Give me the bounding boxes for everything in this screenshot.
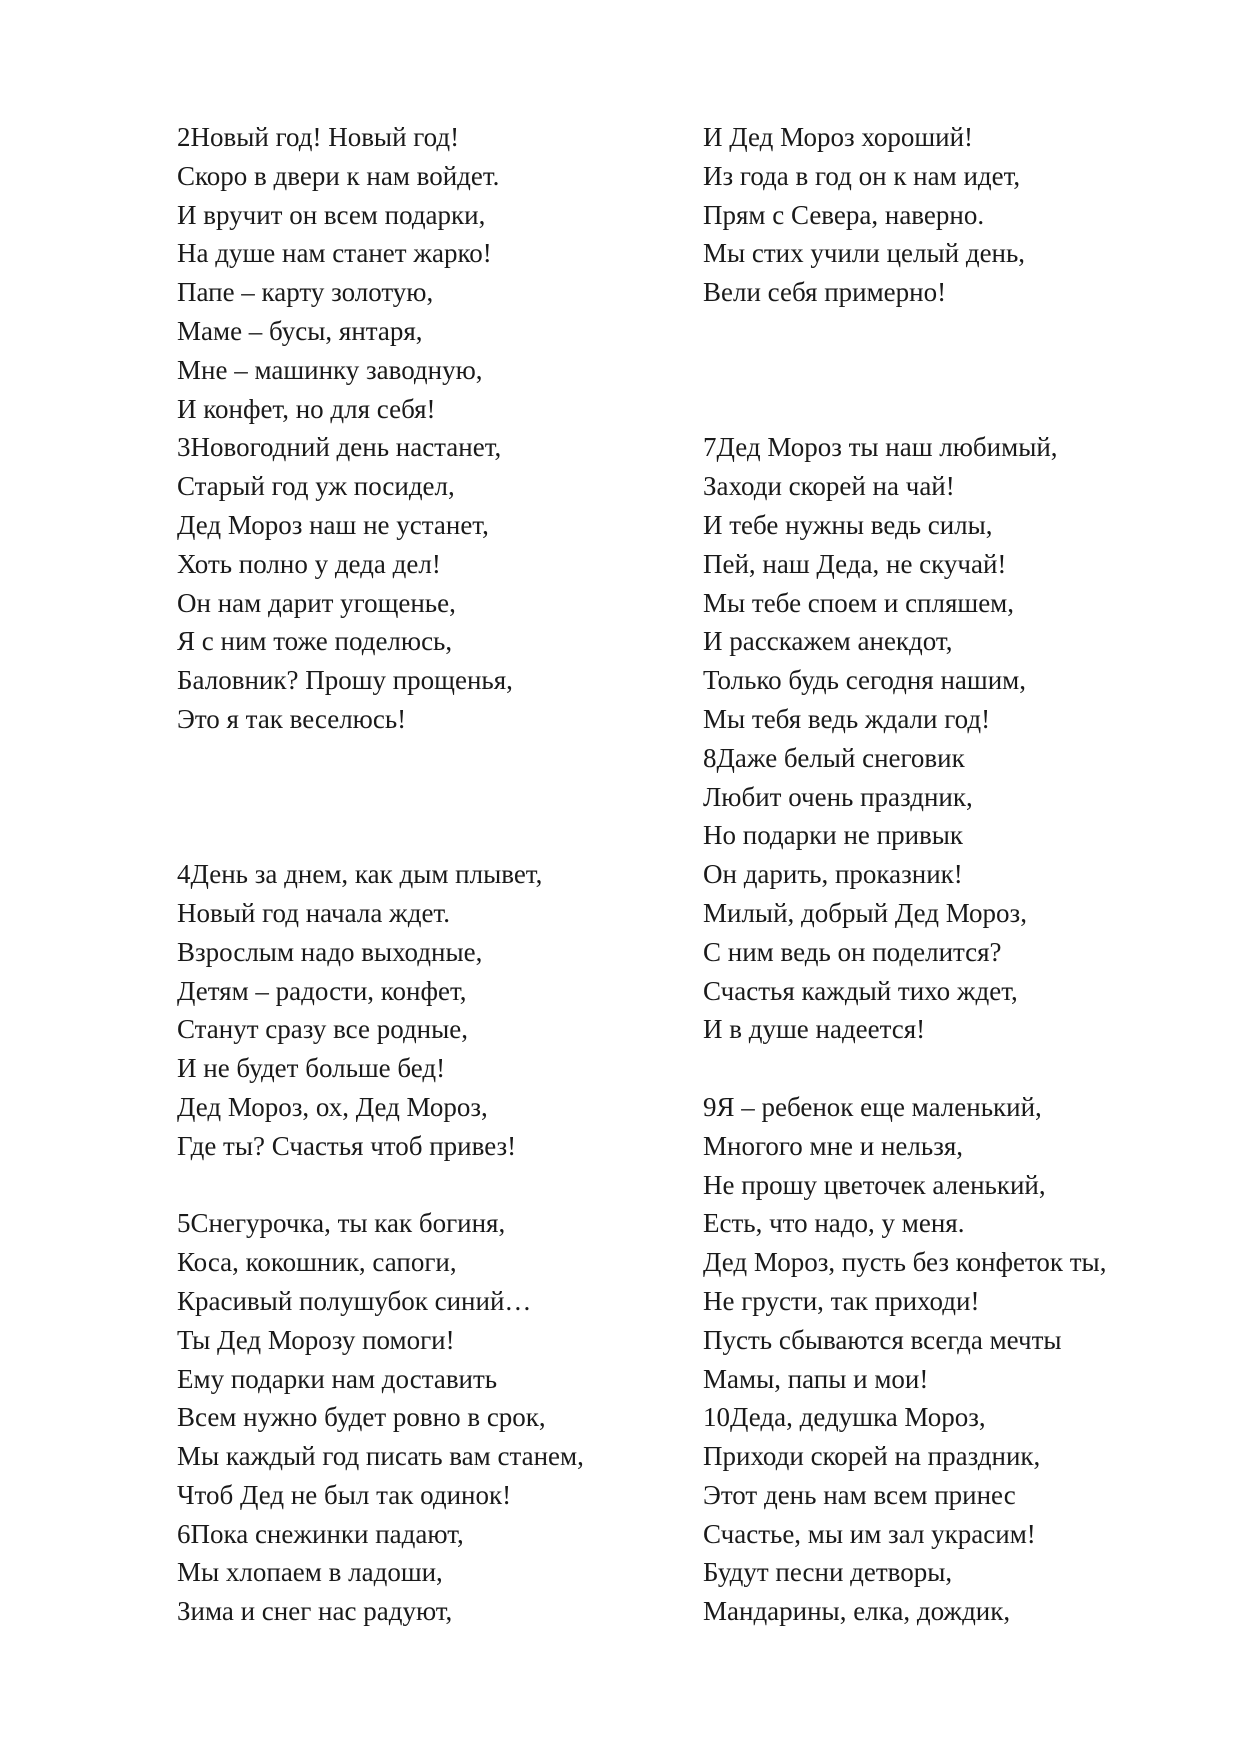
poem-line: 5Снегурочка, ты как богиня, bbox=[177, 1208, 506, 1239]
poem-line: Маме – бусы, янтаря, bbox=[177, 315, 423, 346]
poem-line: Хоть полно у деда дел! bbox=[177, 548, 441, 579]
poem-line: Этот день нам всем принес bbox=[703, 1479, 1016, 1510]
poem-line: Дед Мороз, пусть без конфеток ты, bbox=[703, 1247, 1107, 1278]
poem-line: Скоро в двери к нам войдет. bbox=[177, 160, 500, 191]
poem-line: Мы тебя ведь ждали год! bbox=[703, 703, 991, 734]
poem-line: Многого мне и нельзя, bbox=[703, 1130, 964, 1161]
poem-line: Я с ним тоже поделюсь, bbox=[177, 626, 453, 657]
poem-line: И не будет больше бед! bbox=[177, 1053, 446, 1084]
poem-line: Красивый полушубок синий… bbox=[177, 1285, 532, 1316]
blank-line bbox=[177, 739, 637, 778]
poem-line: Мы хлопаем в ладоши, bbox=[177, 1557, 443, 1588]
poem-line: Счастья каждый тихо ждет, bbox=[703, 975, 1018, 1006]
poem-line: 7Дед Мороз ты наш любимый, bbox=[703, 432, 1058, 463]
poem-line: Заходи скорей на чай! bbox=[703, 471, 955, 502]
poem-line: Дед Мороз наш не устанет, bbox=[177, 509, 489, 540]
poem-line: Прям с Севера, наверно. bbox=[703, 199, 985, 230]
poem-line: Из года в год он к нам идет, bbox=[703, 160, 1021, 191]
blank-line bbox=[703, 312, 1173, 351]
blank-line bbox=[703, 351, 1173, 390]
left-column bbox=[177, 118, 637, 1631]
poem-line: Милый, добрый Дед Мороз, bbox=[703, 897, 1027, 928]
poem-line: Это я так веселюсь! bbox=[177, 703, 407, 734]
poem-line: Пей, наш Деда, не скучай! bbox=[703, 548, 1007, 579]
poem-line: Приходи скорей на праздник, bbox=[703, 1441, 1041, 1472]
poem-line: Он нам дарит угощенье, bbox=[177, 587, 456, 618]
poem-line: 10Деда, дедушка Мороз, bbox=[703, 1402, 986, 1433]
poem-line: Мне – машинку заводную, bbox=[177, 354, 483, 385]
poem-line: Дед Мороз, ох, Дед Мороз, bbox=[177, 1091, 488, 1122]
poem-line: Где ты? Счастья чтоб привез! bbox=[177, 1130, 517, 1161]
right-column bbox=[703, 118, 1173, 1631]
poem-line: Любит очень праздник, bbox=[703, 781, 973, 812]
poem-line: Баловник? Прошу прощенья, bbox=[177, 665, 513, 696]
poem-line: Коса, кокошник, сапоги, bbox=[177, 1247, 457, 1278]
poem-line: Взрослым надо выходные, bbox=[177, 936, 483, 967]
poem-line: И тебе нужны ведь силы, bbox=[703, 509, 993, 540]
poem-line: 8Даже белый снеговик bbox=[703, 742, 965, 773]
poem-line: Не грусти, так приходи! bbox=[703, 1285, 980, 1316]
poem-line: Ты Дед Морозу помоги! bbox=[177, 1324, 455, 1355]
poem-line: Чтоб Дед не был так одинок! bbox=[177, 1479, 512, 1510]
blank-line bbox=[177, 778, 637, 817]
poem-line: И в душе надеется! bbox=[703, 1014, 926, 1045]
poem-line: 6Пока снежинки падают, bbox=[177, 1518, 464, 1549]
poem-line: И расскажем анекдот, bbox=[703, 626, 953, 657]
poem-line: Но подарки не привык bbox=[703, 820, 964, 851]
poem-line: Мы стих учили целый день, bbox=[703, 238, 1026, 269]
poem-line: 2Новый год! Новый год! bbox=[177, 122, 460, 152]
poem-line: Зима и снег нас радуют, bbox=[177, 1596, 453, 1627]
poem-line: И конфет, но для себя! bbox=[177, 393, 436, 424]
poem-line: И вручит он всем подарки, bbox=[177, 199, 486, 230]
poem-line: Мамы, папы и мои! bbox=[703, 1363, 929, 1394]
poem-line: И Дед Мороз хороший! bbox=[703, 122, 974, 152]
poem-line: Счастье, мы им зал украсим! bbox=[703, 1518, 1036, 1549]
poem-line: Мандарины, елка, дождик, bbox=[703, 1596, 1011, 1627]
poem-line: 3Новогодний день настанет, bbox=[177, 432, 502, 463]
poem-line: Не прошу цветочек аленький, bbox=[703, 1169, 1046, 1200]
blank-line bbox=[703, 390, 1173, 429]
poem-line: 9Я – ребенок еще маленький, bbox=[703, 1091, 1042, 1122]
poem-line: Есть, что надо, у меня. bbox=[703, 1208, 965, 1239]
poem-line: Старый год уж посидел, bbox=[177, 471, 455, 502]
poem-line: Ему подарки нам доставить bbox=[177, 1363, 498, 1394]
poem-line: С ним ведь он поделится? bbox=[703, 936, 1002, 967]
poem-line: Станут сразу все родные, bbox=[177, 1014, 469, 1045]
poem-line: Всем нужно будет ровно в срок, bbox=[177, 1402, 546, 1433]
poem-line: Только будь сегодня нашим, bbox=[703, 665, 1026, 696]
blank-line bbox=[703, 1049, 1173, 1088]
poem-line: 4День за днем, как дым плывет, bbox=[177, 859, 543, 890]
poem-line: На душе нам станет жарко! bbox=[177, 238, 492, 269]
blank-line bbox=[177, 1166, 637, 1205]
poem-line: Вели себя примерно! bbox=[703, 277, 947, 308]
poem-line: Мы каждый год писать вам станем, bbox=[177, 1441, 584, 1472]
poem-line: Пусть сбываются всегда мечты bbox=[703, 1324, 1062, 1355]
poem-line: Папе – карту золотую, bbox=[177, 277, 434, 308]
poem-line: Он дарить, проказник! bbox=[703, 859, 963, 890]
blank-line bbox=[177, 816, 637, 855]
poem-line: Детям – радости, конфет, bbox=[177, 975, 467, 1006]
poem-line: Мы тебе споем и спляшем, bbox=[703, 587, 1015, 618]
poem-line: Будут песни детворы, bbox=[703, 1557, 953, 1588]
poem-line: Новый год начала ждет. bbox=[177, 897, 450, 928]
